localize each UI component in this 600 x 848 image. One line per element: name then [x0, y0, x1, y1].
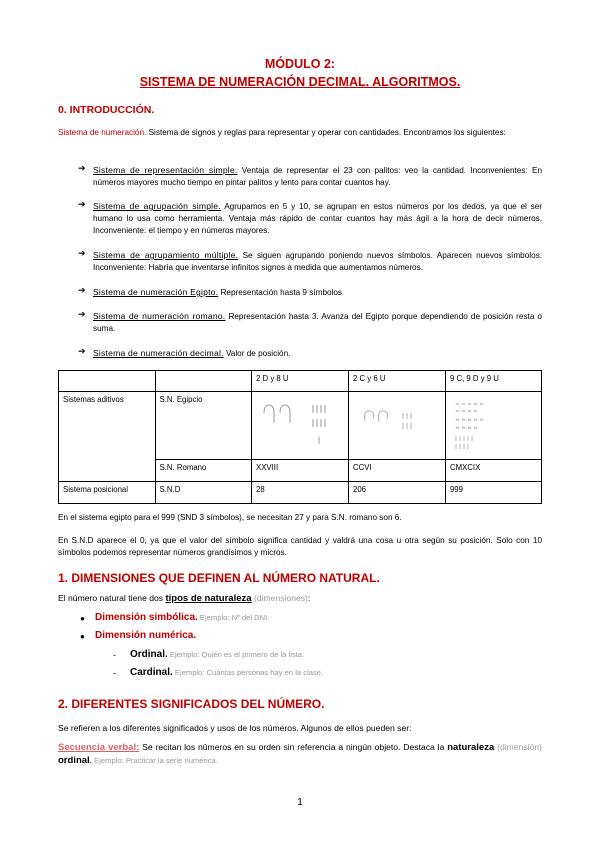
list-item: Sistema de numeración romano. Representación hasta 3. Avanza del Egipto porque dependiendo de posición resta o suma. — [93, 311, 542, 333]
table-cell: S.N.D — [155, 482, 251, 504]
table-cell: S.N. Egipcio — [155, 392, 251, 460]
intro-term: Sistema de numeración. — [58, 128, 147, 137]
arrow-icon: ➔ — [78, 346, 86, 356]
table-cell: 28 — [252, 482, 349, 504]
arrow-icon: ➔ — [78, 199, 86, 209]
table-header: 2 C y 6 U — [348, 371, 445, 392]
section2-heading: 2. DIFERENTES SIGNIFICADOS DEL NÚMERO. — [58, 697, 325, 711]
section2-lead: Se refieren a los diferentes significados y usos de los números. Algunos de ellos pueden ser: — [58, 723, 412, 733]
egyptian-numeral-206-image — [348, 392, 445, 460]
bullet-dot-icon: ● — [80, 632, 85, 641]
dimension-item: Dimensión simbólica. Ejemplo: Nº del DNI. — [95, 612, 270, 623]
table-header: 9 C, 9 D y 9 U — [445, 371, 541, 392]
table-cell: CCVI — [348, 460, 445, 482]
page-number: 1 — [297, 797, 303, 808]
dash-bullet-icon: - — [113, 668, 116, 678]
list-item: Sistema de numeración decimal. Valor de posición. — [93, 348, 291, 358]
egyptian-glyph-28-icon — [256, 395, 342, 451]
table-cell — [59, 371, 156, 392]
list-item: Sistema de numeración Egipto. Representación hasta 9 símbolos — [93, 287, 343, 297]
sub-dimension-item: Cardinal. Ejemplo: Cuántas personas hay en la clase. — [130, 667, 324, 678]
table-cell: XXVIII — [252, 460, 349, 482]
egyptian-glyph-999-icon — [450, 395, 536, 451]
table-cell: 206 — [348, 482, 445, 504]
table-cell: Sistemas aditivos — [59, 392, 156, 482]
egyptian-numeral-28-image — [252, 392, 349, 460]
list-item: Sistema de agrupamiento múltiple. Se siguen agrupando poniendo nuevos símbolos. Aparecen nuevos símbolos. Inconveniente: Habría que inventarse infinitos signos a medida que aumentamos números. — [93, 250, 542, 272]
module-subtitle: SISTEMA DE NUMERACIÓN DECIMAL. ALGORITMOS. — [139, 75, 461, 89]
bullet-dot-icon: ● — [80, 614, 85, 623]
intro-heading: 0. INTRODUCCIÓN. — [58, 104, 155, 116]
egyptian-numeral-999-image — [445, 392, 541, 460]
list-item: Sistema de representación simple. Ventaja de representar el 23 con palitos: veo la cantidad. Inconvenientes: En números mayores mucho tiempo en pintar palitos y lento para contar cuantos hay. — [93, 165, 543, 187]
dash-bullet-icon: - — [113, 650, 116, 660]
section2-paragraph: Secuencia verbal: Se recitan los números en su orden sin referencia a ningún objeto. Destaca la naturaleza (dimensión) ordinal. Ejemplo: Practicar la serie numérica. — [58, 742, 542, 766]
note-paragraph: En S.N.D aparece el 0, ya que el valor del símbolo significa cantidad y valdrá una cosa u otra según su posición. Solo con 10 símbolos podemos representar números grandísimos y micros. — [58, 536, 542, 557]
table-cell: Sistema posicional — [59, 482, 156, 504]
egyptian-glyph-206-icon — [353, 395, 439, 451]
table-cell: CMXCIX — [445, 460, 541, 482]
numeration-table — [58, 370, 542, 504]
section1-heading: 1. DIMENSIONES QUE DEFINEN AL NÚMERO NATURAL. — [58, 571, 380, 585]
section1-lead: El número natural tiene dos tipos de naturaleza (dimensiones): — [58, 593, 311, 604]
arrow-icon: ➔ — [78, 248, 86, 258]
table-header-row — [59, 371, 542, 392]
table-header: 2 D y 8 U — [252, 371, 349, 392]
arrow-icon: ➔ — [78, 163, 86, 173]
sub-dimension-item: Ordinal. Ejemplo: Quién es el primero de la lista. — [130, 649, 305, 660]
table-cell — [155, 371, 251, 392]
arrow-icon: ➔ — [78, 309, 86, 319]
arrow-icon: ➔ — [78, 285, 86, 295]
dimension-item: Dimensión numérica. — [95, 630, 197, 641]
table-row — [59, 482, 542, 504]
intro-paragraph: Sistema de numeración. Sistema de signos y reglas para representar y operar con cantidades. Encontramos los siguientes: — [58, 128, 506, 137]
table-cell: 999 — [445, 482, 541, 504]
list-item: Sistema de agrupación simple. Agrupamos en 5 y 10, se agrupan en estos números por los dedos, ya que el ser humano lo usa como herramienta. Ventaja más rápido de contar cuantos hay más ágil a la hora de decir números. Inconveniente: el tiempo y en números mayores. — [93, 201, 542, 235]
table-cell: S.N. Romano — [155, 460, 251, 482]
table-row — [59, 392, 542, 460]
note-paragraph: En el sistema egipto para el 999 (SND 3 símbolos), se necesitan 27 y para S.N. romano son 6. — [58, 513, 402, 522]
module-title: MÓDULO 2: — [264, 57, 336, 71]
